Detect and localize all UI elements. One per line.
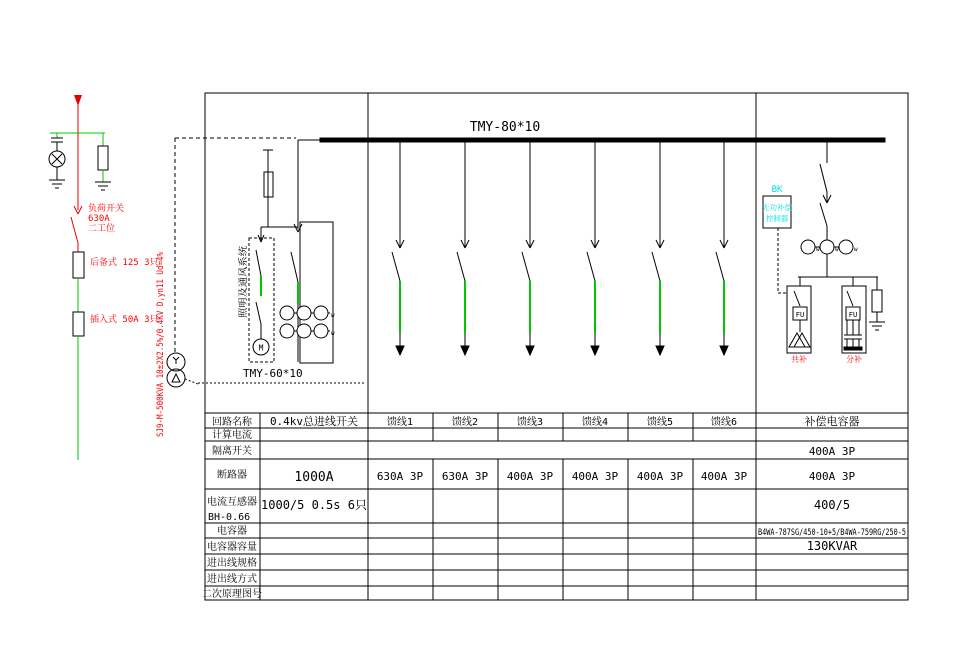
- ct-w-label: w: [854, 246, 858, 253]
- row-header: 隔离开关: [212, 446, 252, 457]
- circuit-name-feeder2: 馈线2: [451, 417, 479, 428]
- row-header: 电容器: [217, 526, 247, 537]
- branch-split-label: 分补: [846, 355, 862, 364]
- ct-icon: [820, 240, 834, 254]
- meter-icon: [297, 306, 311, 320]
- row-header: 电容器容量: [207, 542, 257, 553]
- load-switch-label-3: 二工位: [88, 224, 116, 234]
- fuse-backup-label: 后备式 125 3只: [90, 258, 159, 268]
- row-header-sub: BH-0.66: [208, 512, 251, 523]
- controller-code-label: BK: [771, 185, 783, 195]
- busbar-top-label: TMY-80*10: [469, 120, 541, 135]
- main-busbar: [320, 138, 885, 142]
- busbar-bottom-label: TMY-60*10: [243, 367, 303, 380]
- breaker-value: 630A 3P: [441, 470, 489, 483]
- ct-w-label: w: [816, 246, 820, 253]
- capacitor-capacity-value: 130KVAR: [806, 539, 858, 553]
- controller-name-line2: 控制器: [765, 214, 789, 223]
- row-header: 二次原理图号: [202, 589, 262, 600]
- breaker-value: 400A 3P: [506, 470, 554, 483]
- circuit-name-feeder1: 馈线1: [386, 417, 414, 428]
- circuit-name-feeder3: 馈线3: [516, 417, 544, 428]
- branch-common-label: 共补: [791, 355, 807, 364]
- fuse-label: FU: [795, 311, 805, 319]
- circuit-name-feeder5: 馈线5: [646, 417, 674, 428]
- fuse-plugin-label: 插入式 50A 3只: [90, 315, 159, 325]
- meter-icon: [280, 324, 294, 338]
- breaker-value: 630A 3P: [376, 470, 424, 483]
- meter-w-label: w: [331, 312, 335, 319]
- circuit-name-compensation: 补偿电容器: [804, 415, 860, 428]
- transformer-spec-label: SJ9-M-500KVA 10±2X2.5%/0.4KV D,yn11 Ud=4%: [156, 214, 166, 437]
- ct-w-label: w: [835, 246, 839, 253]
- load-switch-label-1: 负荷开关: [88, 204, 125, 214]
- ct-row: [801, 240, 858, 254]
- ct-incoming-value: 1000/5 0.5s 6只: [261, 498, 367, 512]
- controller-name-line1: 无功补偿: [762, 203, 792, 212]
- row-header: 进出线规格: [207, 558, 257, 569]
- ct-icon: [839, 240, 853, 254]
- breaker-value: 400A 3P: [700, 470, 748, 483]
- motor-label: M: [258, 343, 264, 353]
- circuit-name-incoming: 0.4kv总进线开关: [269, 415, 359, 428]
- meter-icon: [314, 324, 328, 338]
- circuit-name-feeder4: 馈线4: [581, 417, 609, 428]
- meter-icon: [314, 306, 328, 320]
- breaker-value: 400A 3P: [636, 470, 684, 483]
- isolator-compensation-value: 400A 3P: [808, 445, 856, 458]
- meter-icon: [297, 324, 311, 338]
- row-header: 计算电流: [212, 430, 252, 441]
- breaker-value: 400A 3P: [571, 470, 619, 483]
- meter-w-label: w: [331, 330, 335, 337]
- ct-compensation-value: 400/5: [813, 498, 851, 512]
- fuse-label: FU: [848, 311, 858, 319]
- row-header: 回路名称: [212, 417, 252, 428]
- row-header: 电流互感器: [207, 497, 257, 508]
- row-header: 进出线方式: [207, 574, 257, 585]
- capacitor-model-value: B4WA-787SG/450-10+5/B4WA-759RG/250-5: [758, 528, 906, 538]
- row-header: 断路器: [217, 470, 247, 481]
- meter-icon: [280, 306, 294, 320]
- breaker-value: 400A 3P: [808, 470, 856, 483]
- aux-system-label: 照明及通风系统: [239, 254, 249, 318]
- circuit-name-feeder6: 馈线6: [710, 417, 738, 428]
- ct-icon: [801, 240, 815, 254]
- breaker-value: 1000A: [294, 470, 334, 485]
- load-switch-label-2: 630A: [88, 214, 110, 224]
